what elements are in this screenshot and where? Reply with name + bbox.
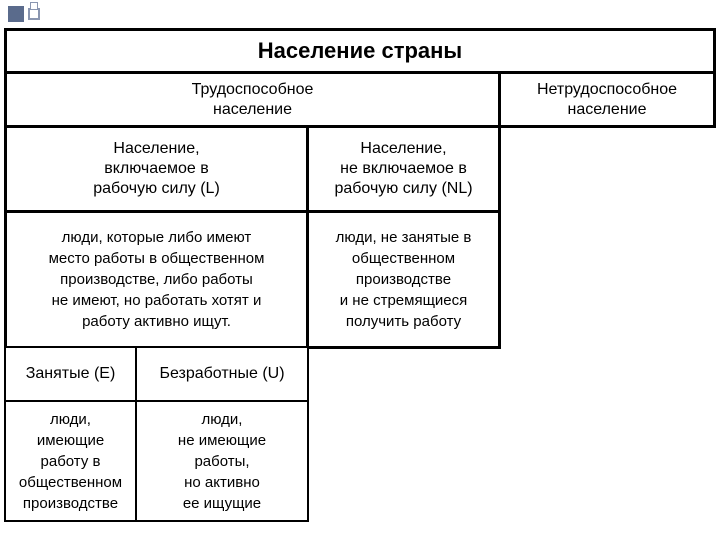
labor-force-description: люди, которые либо имеют место работы в общественном производстве, либо работы не имеют, но работать хотят и работу активно ищут. xyxy=(4,210,309,349)
employed-box: Занятые (E) xyxy=(4,346,137,402)
corner-square-filled xyxy=(8,6,24,22)
labor-force-box: Население, включаемое в рабочую силу (L) xyxy=(4,125,309,213)
unemployed-box: Безработные (U) xyxy=(135,346,309,402)
unemployed-description: люди, не имеющие работы, но активно ее ищущие xyxy=(135,400,309,522)
able-population-box: Трудоспособное население xyxy=(4,71,501,128)
employed-description: люди, имеющие работу в общественном производстве xyxy=(4,400,137,522)
non-labor-force-box: Население, не включаемое в рабочую силу (NL) xyxy=(306,125,501,213)
corner-square-small xyxy=(30,2,38,10)
non-labor-force-description: люди, не занятые в общественном производстве и не стремящиеся получить работу xyxy=(306,210,501,349)
population-title: Население страны xyxy=(4,28,716,74)
unable-population-box: Нетрудоспособное население xyxy=(498,71,716,128)
